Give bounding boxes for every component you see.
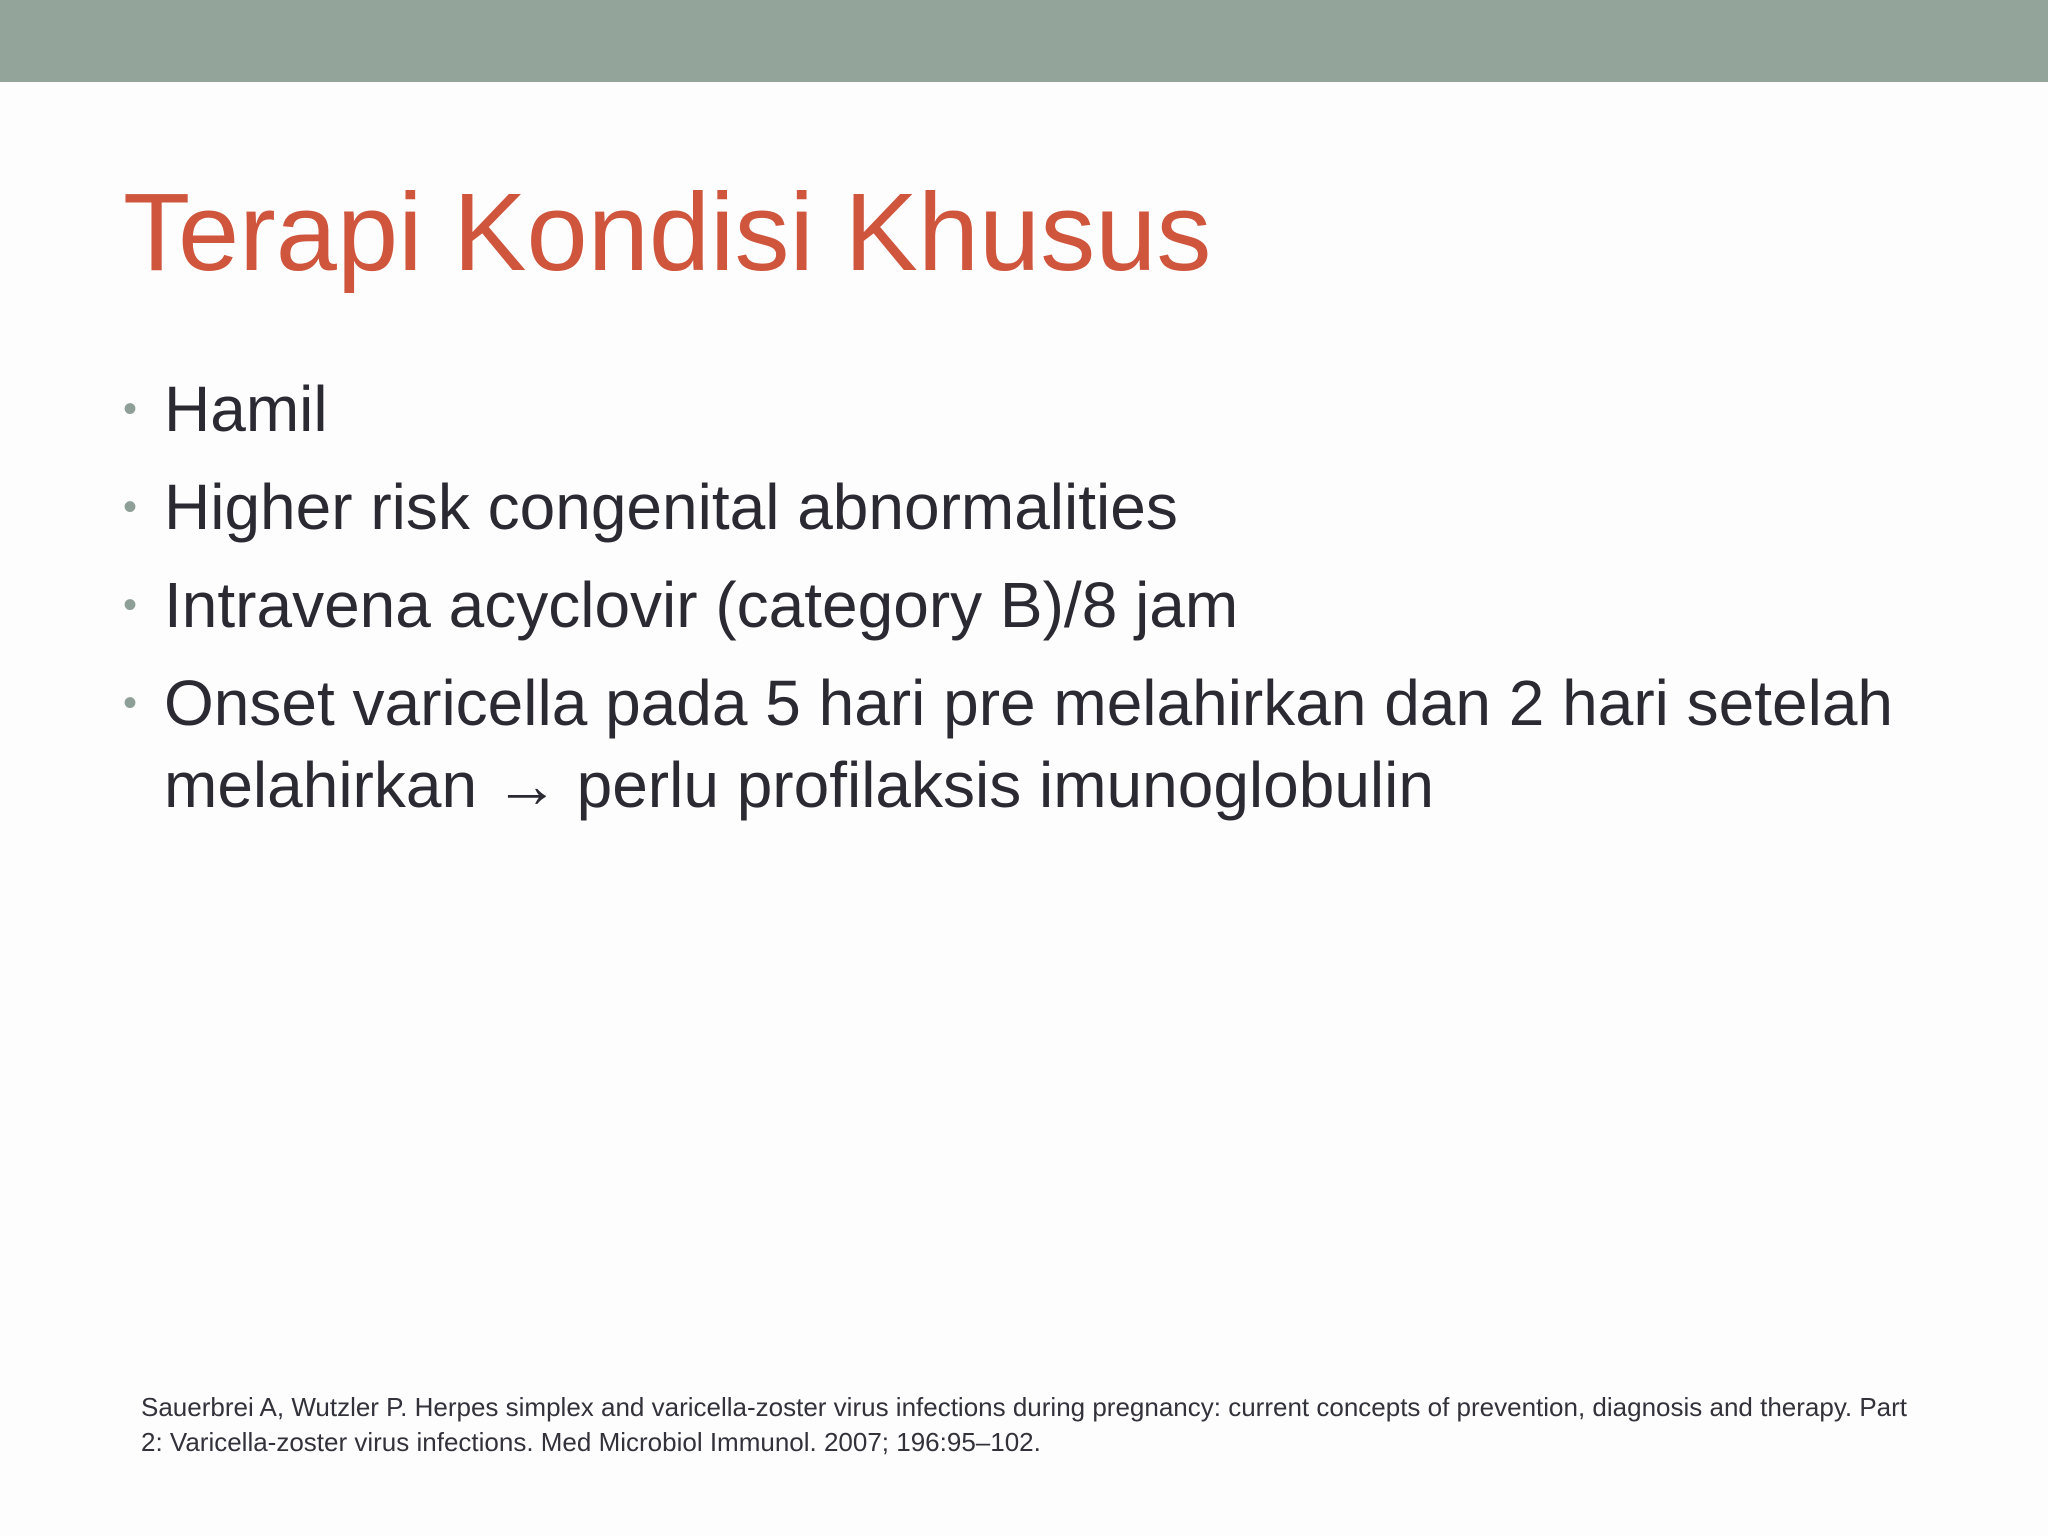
bullet-text: Onset varicella pada 5 hari pre melahirkan dan 2 hari setelah melahirkan → perlu profilaksis imunoglobulin (164, 667, 1893, 821)
bullet-text: Hamil (164, 373, 328, 445)
bullet-text: Intravena acyclovir (category B)/8 jam (164, 569, 1239, 641)
bullet-icon: • (123, 583, 138, 627)
bullet-text: Higher risk congenital abnormalities (164, 471, 1178, 543)
bullet-icon: • (123, 485, 138, 529)
bullet-list (123, 368, 2003, 842)
reference-citation: Sauerbrei A, Wutzler P. Herpes simplex and varicella-zoster virus infections during pregnancy: current concepts of prevention, diagnosis and therapy. Part 2: Varicella-zoster virus infections. Med Microbiol Immunol. 2007; 196:95–102. (141, 1392, 1908, 1457)
bullet-item-intravena-acyclovir (123, 564, 2003, 646)
slide-title: Terapi Kondisi Khusus (123, 171, 1212, 294)
bullet-icon: • (123, 387, 138, 431)
slide-header-bar (0, 0, 2048, 82)
bullet-item-hamil (123, 368, 2003, 450)
bullet-item-higher-risk (123, 466, 2003, 548)
bullet-item-onset-varicella (123, 662, 2003, 826)
bullet-icon: • (123, 681, 138, 725)
